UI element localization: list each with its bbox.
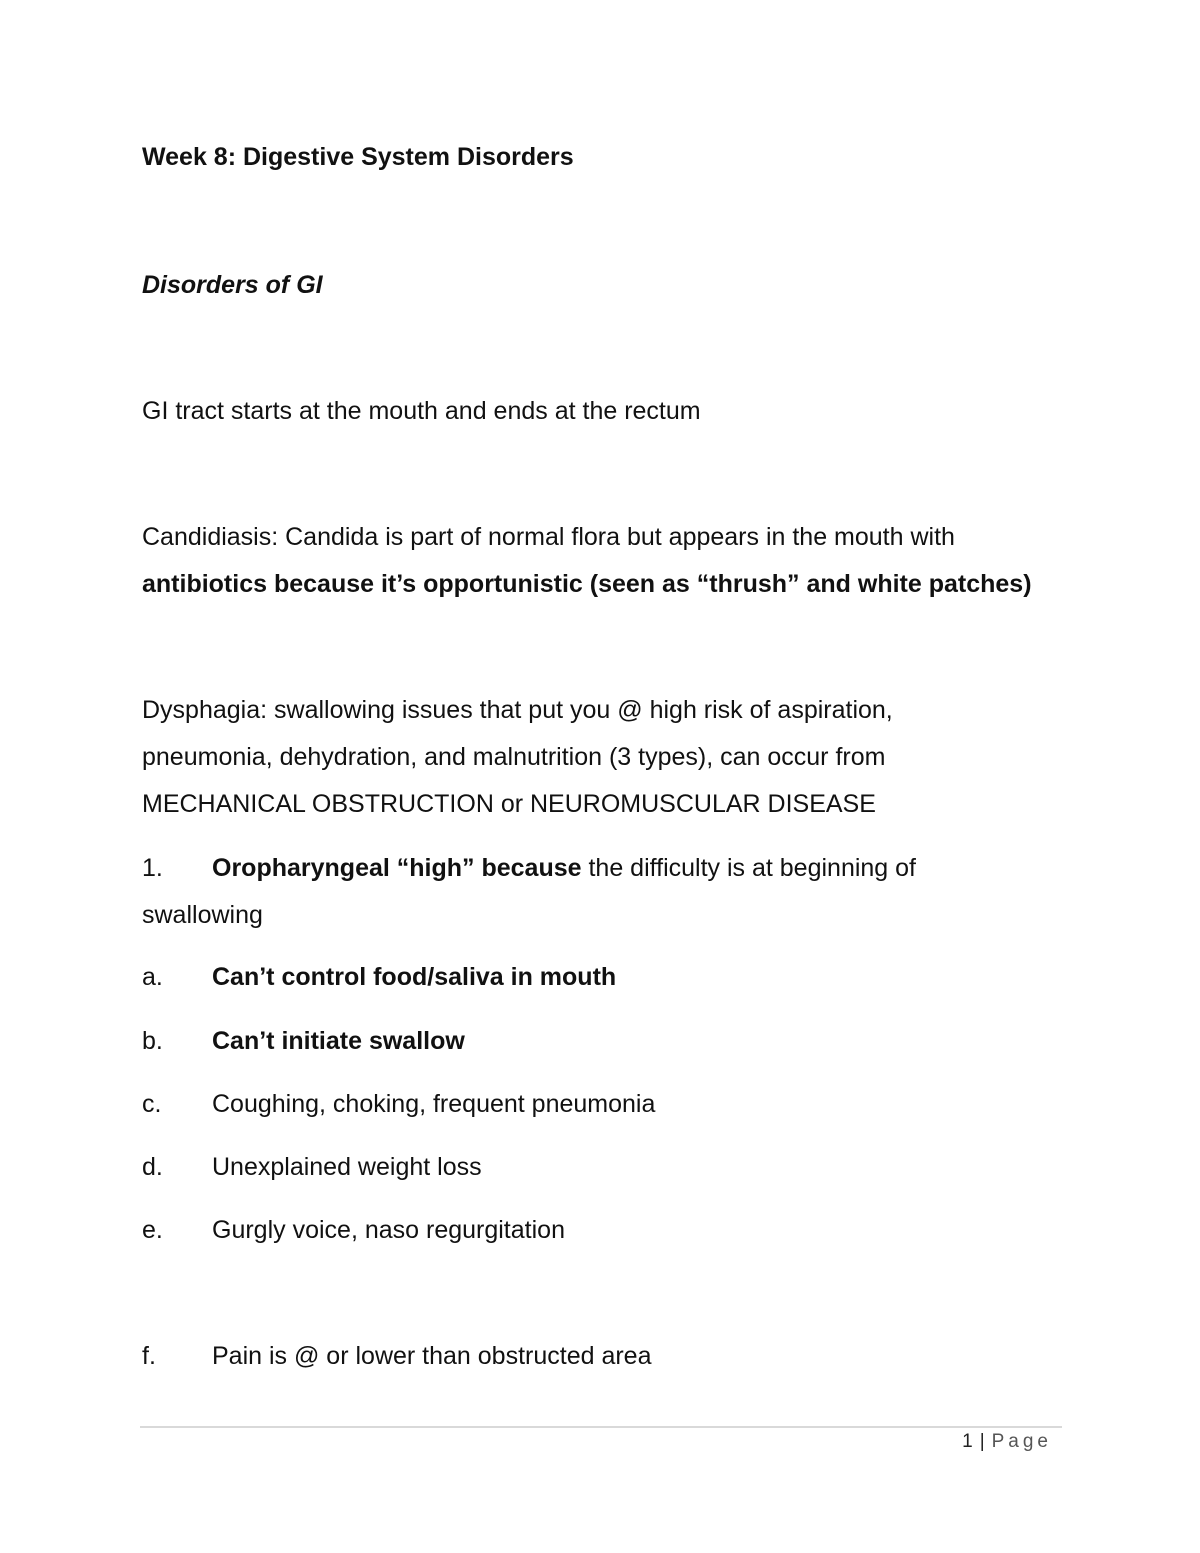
section-heading: Disorders of GI: [142, 271, 323, 299]
sub-item-a: [142, 962, 616, 992]
sub-item-text: Can’t control food/saliva in mouth: [212, 963, 617, 991]
sub-item-text: Pain is @ or lower than obstructed area: [212, 1342, 652, 1370]
candidiasis-line-1: Candidiasis: Candida is part of normal flora but appears in the mouth with: [142, 523, 955, 551]
sub-item-text: Gurgly voice, naso regurgitation: [212, 1216, 565, 1244]
sub-item-f: [142, 1341, 652, 1371]
page-title: Week 8: Digestive System Disorders: [142, 143, 574, 171]
footer-divider: [140, 1426, 1062, 1428]
sub-item-label: a.: [142, 963, 163, 991]
list-item-1-continuation: swallowing: [142, 901, 263, 929]
page-number: 1: [962, 1431, 974, 1452]
sub-item-label: c.: [142, 1090, 162, 1118]
list-item-number: 1.: [142, 854, 163, 882]
sub-item-text: Unexplained weight loss: [212, 1153, 482, 1181]
sub-item-label: f.: [142, 1342, 156, 1370]
sub-item-label: d.: [142, 1153, 163, 1181]
page-label: Page: [991, 1431, 1052, 1452]
candidiasis-line-2: antibiotics because it’s opportunistic (seen as “thrush” and white patches): [142, 570, 1032, 598]
sub-item-e: [142, 1215, 565, 1245]
footer-separator: |: [979, 1431, 986, 1452]
sub-item-text: Coughing, choking, frequent pneumonia: [212, 1090, 656, 1118]
dysphagia-line-1: Dysphagia: swallowing issues that put you @ high risk of aspiration,: [142, 696, 893, 724]
sub-item-d: [142, 1152, 482, 1182]
sub-item-text: Can’t initiate swallow: [212, 1027, 465, 1055]
sub-item-label: b.: [142, 1027, 163, 1055]
dysphagia-line-3: MECHANICAL OBSTRUCTION or NEUROMUSCULAR DISEASE: [142, 790, 876, 818]
list-item-1: [142, 853, 916, 883]
sub-item-c: [142, 1089, 655, 1119]
dysphagia-line-2: pneumonia, dehydration, and malnutrition (3 types), can occur from: [142, 743, 886, 771]
sub-item-label: e.: [142, 1216, 163, 1244]
list-item-text: the difficulty is at beginning of: [581, 854, 917, 882]
page-footer: [962, 1431, 1052, 1453]
list-item-bold-text: Oropharyngeal “high” because: [212, 854, 582, 882]
gi-tract-paragraph: GI tract starts at the mouth and ends at the rectum: [142, 397, 701, 425]
sub-item-b: [142, 1026, 465, 1056]
